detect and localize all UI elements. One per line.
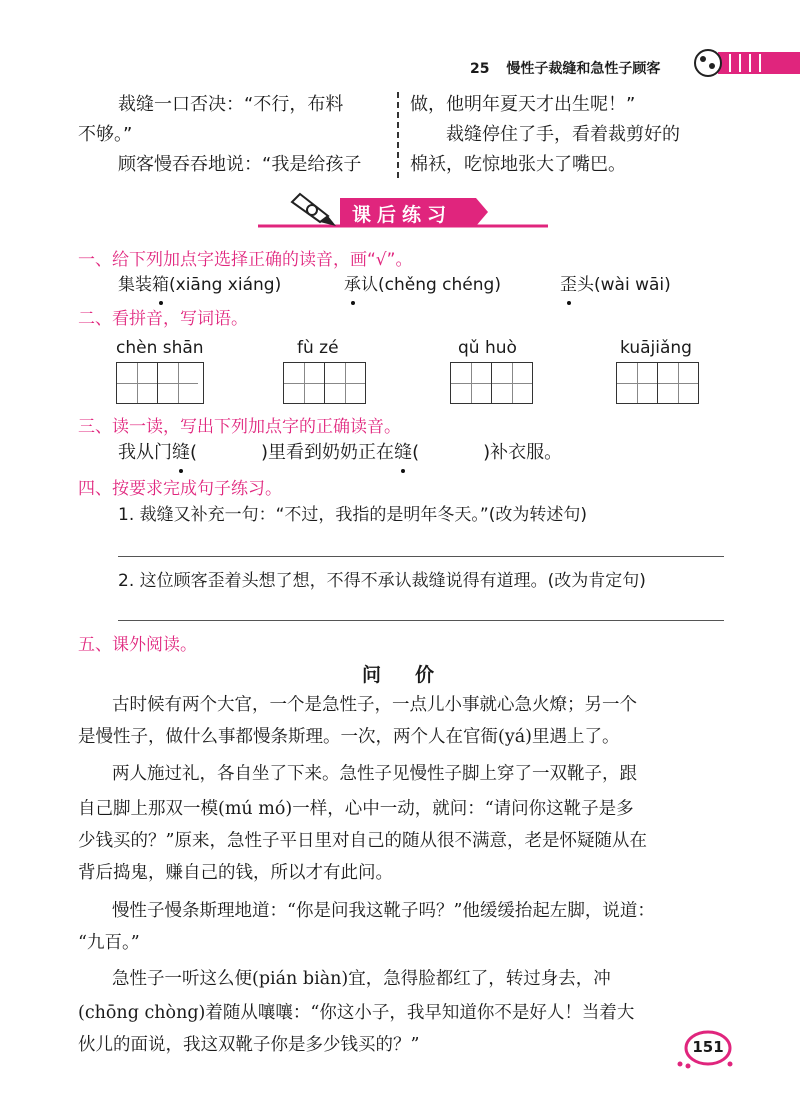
- passage-title: 问价: [362, 664, 469, 686]
- q2-word-4: [616, 338, 699, 404]
- q2-word-2-pinyin: fù zé: [297, 338, 339, 358]
- q2-word-1-pinyin: chèn shān: [116, 338, 204, 358]
- q5-title: 五、课外阅读。: [78, 635, 197, 655]
- passage-line-6: 背后捣鬼，赚自己的钱，所以才有此问。: [78, 863, 393, 883]
- q2-word-3-grid[interactable]: [450, 362, 533, 404]
- q1-item-3-pinyin[interactable]: (wài wāi): [594, 275, 671, 295]
- q3-text-2: )里看到奶奶正在: [261, 442, 395, 463]
- q1-item-2-dotted: 承: [344, 270, 361, 300]
- excerpt-right-line-2: 裁缝停住了手，看着裁剪好的: [446, 124, 680, 145]
- passage-line-5: 少钱买的？”原来，急性子平日里对自己的随从很不满意，老是怀疑随从在: [78, 831, 647, 851]
- lesson-number: 25: [470, 61, 490, 77]
- excerpt-right-line-1: 做，他明年夏天才出生呢！”: [410, 94, 636, 115]
- q1-item-1-pinyin[interactable]: (xiāng xiáng): [169, 275, 282, 295]
- q2-word-1: [116, 338, 204, 404]
- q2-word-3: [450, 338, 533, 404]
- q3-paren-open-2: (: [412, 442, 420, 463]
- q3-text-3: )补衣服。: [483, 442, 563, 463]
- exercise-banner: [248, 190, 568, 234]
- q3-text-1: 我从门: [118, 442, 172, 463]
- q1-item-3-dotted: 歪: [560, 270, 577, 300]
- q1-item-3: [560, 270, 671, 300]
- lesson-title: 慢性子裁缝和急性子顾客: [506, 61, 661, 77]
- q3-sentence: [118, 438, 562, 468]
- q4-answer-line-1[interactable]: [118, 556, 724, 557]
- q4-title: 四、按要求完成句子练习。: [78, 479, 282, 499]
- page-header: [470, 58, 660, 78]
- q3-paren-open-1: (: [190, 442, 198, 463]
- passage-line-4: 自己脚上那双一模(mú mó)一样，心中一动，就问：“请问你这靴子是多: [78, 799, 634, 819]
- q3-dotted-1: 缝: [172, 438, 190, 468]
- pencil-icon: [292, 194, 336, 226]
- q1-item-1: [118, 270, 281, 300]
- passage-line-11: 伙儿的面说，我这双靴子你是多少钱买的？”: [78, 1035, 420, 1055]
- q4-item-2: 2. 这位顾客歪着头想了想，不得不承认裁缝说得有道理。(改为肯定句): [118, 571, 646, 591]
- q4-item-1: 1. 裁缝又补充一句：“不过，我指的是明年冬天。”(改为转述句): [118, 505, 588, 525]
- q2-title: 二、看拼音，写词语。: [78, 309, 248, 329]
- q2-word-4-grid[interactable]: [616, 362, 699, 404]
- header-decoration-icon: [690, 46, 800, 80]
- q1-item-1-dotted: 箱: [152, 270, 169, 300]
- q1-item-1-pre: 集装: [118, 275, 152, 295]
- q2-word-3-pinyin: qǔ huò: [458, 338, 517, 358]
- page-number-badge: [676, 1030, 736, 1070]
- q2-word-1-grid[interactable]: [116, 362, 204, 404]
- q1-item-3-post: 头: [577, 275, 594, 295]
- passage-line-8: “九百。”: [78, 933, 140, 953]
- q4-answer-line-2[interactable]: [118, 620, 724, 621]
- banner-title: 课后练习: [352, 204, 453, 226]
- excerpt-left-line-1: 裁缝一口否决：“不行，布料: [118, 94, 344, 115]
- passage-line-2: 是慢性子，做什么事都慢条斯理。一次，两个人在官衙(yá)里遇上了。: [78, 727, 620, 747]
- q3-title: 三、读一读，写出下列加点字的正确读音。: [78, 417, 401, 437]
- passage-line-9: 急性子一听这么便(pián biàn)宜，急得脸都红了，转过身去，冲: [112, 969, 611, 989]
- excerpt-right-line-3: 棉袄，吃惊地张大了嘴巴。: [410, 154, 626, 175]
- q2-word-2: [283, 338, 366, 404]
- passage-line-1: 古时候有两个大官，一个是急性子，一点儿小事就心急火燎；另一个: [112, 695, 637, 715]
- q1-title: 一、给下列加点字选择正确的读音，画“√”。: [78, 250, 413, 270]
- excerpt-left-line-2: 不够。”: [78, 124, 133, 145]
- passage-line-7: 慢性子慢条斯理地道：“你是问我这靴子吗？”他缓缓抬起左脚，说道：: [112, 901, 655, 921]
- q3-dotted-2: 缝: [394, 438, 412, 468]
- passage-line-10: (chōng chòng)着随从嚷嚷：“你这小子，我早知道你不是好人！当着大: [78, 1003, 635, 1023]
- column-divider: [397, 92, 399, 178]
- q1-item-2-pinyin[interactable]: (chěng chéng): [378, 275, 501, 295]
- excerpt-left-line-3: 顾客慢吞吞地说：“我是给孩子: [118, 154, 362, 175]
- q2-word-2-grid[interactable]: [283, 362, 366, 404]
- q1-item-2-post: 认: [361, 275, 378, 295]
- q1-item-2: [344, 270, 501, 300]
- q2-word-4-pinyin: kuājiǎng: [620, 338, 692, 358]
- passage-line-3: 两人施过礼，各自坐了下来。急性子见慢性子脚上穿了一双靴子，跟: [112, 764, 637, 784]
- page-number: 151: [692, 1038, 724, 1056]
